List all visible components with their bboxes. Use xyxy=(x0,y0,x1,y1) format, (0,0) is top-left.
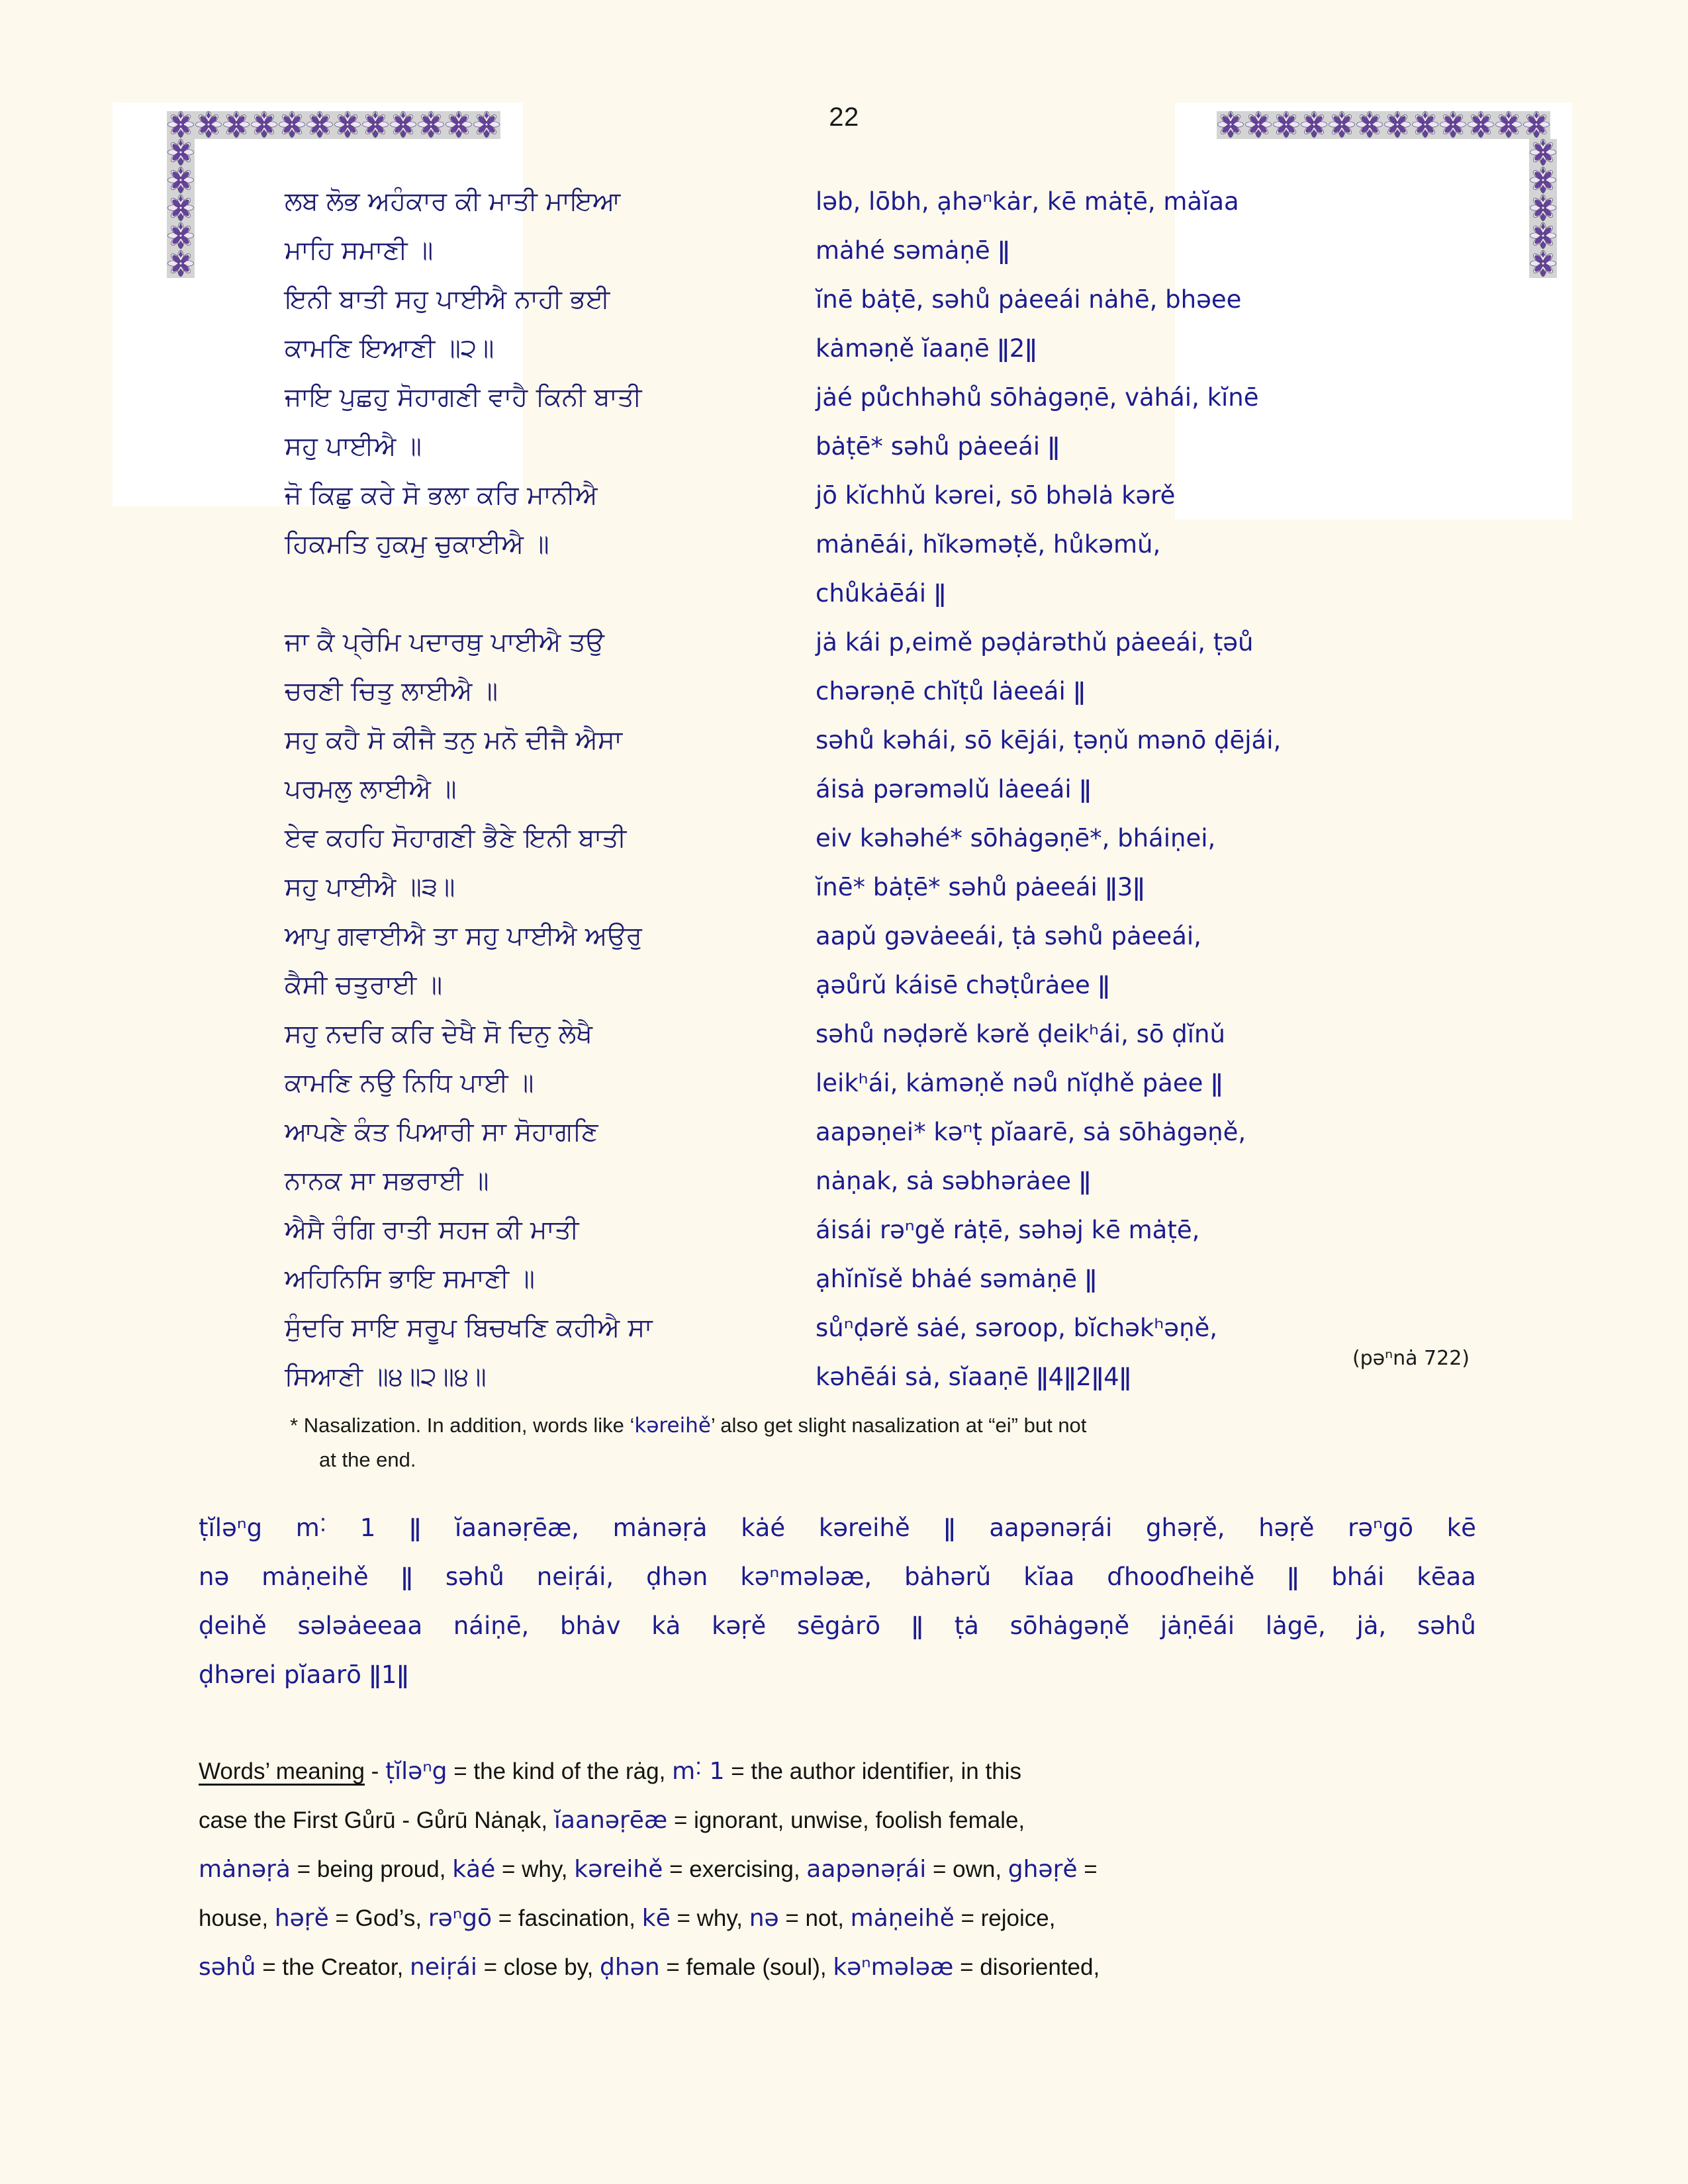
word: ḍeihě xyxy=(199,1612,267,1640)
transliteration-line: bȧṭē* səhů pȧeeái ǁ xyxy=(816,432,1060,461)
transliteration-line: kȧməṇě ĭaaṇē ǁ2ǁ xyxy=(816,334,1037,363)
words-meaning-term: ḍhən xyxy=(600,1954,660,1981)
word: jȧ, xyxy=(1356,1612,1387,1640)
gurmukhi-line: ਐਸੈ ਰੰਗਿ ਰਾਤੀ ਸਹਜ ਕੀ ਮਾਤੀ xyxy=(285,1215,579,1245)
words-meaning-term: səhů xyxy=(199,1954,256,1981)
word: kəṛě xyxy=(712,1612,767,1640)
words-meaning-line xyxy=(199,1747,1483,1796)
transliteration-line: ạəůrǔ káisē chəṭůrȧee ǁ xyxy=(816,971,1110,999)
gurmukhi-line: ਜਾ ਕੈ ਪ੍ਰੇਮਿ ਪਦਾਰਥੁ ਪਾਈਐ ਤਉ xyxy=(285,627,604,657)
gurmukhi-line: ਸਹੁ ਨਦਰਿ ਕਰਿ ਦੇਖੈ ਸੋ ਦਿਨੁ ਲੇਖੈ xyxy=(285,1019,592,1049)
flower-ornament-icon xyxy=(1529,139,1557,167)
word: bhȧv xyxy=(559,1612,621,1640)
transliteration-paragraph-line xyxy=(199,1553,1476,1602)
gurmukhi-line: ਅਹਿਨਿਸਿ ਭਾਇ ਸਮਾਣੀ ॥ xyxy=(285,1264,535,1294)
transliteration-line: mȧhé səmȧṇē ǁ xyxy=(816,236,1010,265)
words-meaning-term: aapənəṛái xyxy=(806,1856,927,1883)
word: mȧnəṛȧ xyxy=(612,1514,708,1542)
transliteration-line: áisái rəⁿgě rȧṭē, səhəj kē mȧṭē, xyxy=(816,1216,1200,1244)
words-meaning-gloss: = fascination, xyxy=(492,1905,642,1931)
word: kē xyxy=(1446,1514,1476,1542)
word: ĭaanəṛēæ, xyxy=(455,1514,579,1542)
gurmukhi-line: ਚਰਣੀ ਚਿਤੁ ਲਾਈਐ ॥ xyxy=(285,676,498,706)
transliteration-line: səhů kəhái, sō kējái, ṭəṇǔ mənō ḍējái, xyxy=(816,726,1282,754)
transliteration-line: leikʰái, kȧməṇě nəů nĭḍhě pȧee ǁ xyxy=(816,1069,1223,1097)
word: 1 xyxy=(359,1514,376,1542)
transliteration-line: aapǔ gəvȧeeái, ṭȧ səhů pȧeeái, xyxy=(816,922,1201,950)
words-meaning-term: həṛě xyxy=(274,1905,329,1932)
word: kĭaa xyxy=(1023,1563,1075,1591)
gurmukhi-line: ਸਹੁ ਕਹੈ ਸੋ ਕੀਜੈ ਤਨੁ ਮਨੋ ਦੀਜੈ ਐਸਾ xyxy=(285,725,622,755)
word: ǁ xyxy=(943,1514,956,1542)
transliteration-line: áisȧ pərəməlǔ lȧeeái ǁ xyxy=(816,775,1092,803)
word: kəⁿmələæ, xyxy=(740,1563,872,1591)
footnote xyxy=(290,1408,1429,1477)
flower-ornament-icon xyxy=(167,139,195,167)
word: ghəṛě, xyxy=(1146,1514,1225,1542)
words-meaning-term: kəⁿmələæ xyxy=(833,1954,954,1981)
words-meaning-gloss: = female (soul), xyxy=(659,1954,833,1980)
gurmukhi-line: ਕਾਮਣਿ ਇਆਣੀ ॥੨॥ xyxy=(285,334,494,363)
words-meaning-term: mȧṇeihě xyxy=(850,1905,955,1932)
words-meaning-term: kȧé xyxy=(452,1856,496,1883)
footnote-second-line: at the end. xyxy=(319,1448,416,1471)
words-meaning-gloss: = why, xyxy=(670,1905,749,1931)
word: ǁ xyxy=(1287,1563,1299,1591)
footnote-text-before: Nasalization. In addition, words like ‘ xyxy=(303,1414,635,1437)
word: ǁ xyxy=(409,1514,422,1542)
words-meaning-term: nə xyxy=(749,1905,779,1932)
words-meaning-gloss: = not, xyxy=(778,1905,851,1931)
transliteration-line: chůkȧēái ǁ xyxy=(816,579,947,608)
gurmukhi-line: ਜੋ ਕਿਛੁ ਕਰੇ ਸੋ ਭਲਾ ਕਰਿ ਮਾਨੀਐ xyxy=(285,480,598,510)
word: ḍhən xyxy=(646,1563,708,1591)
word: ṭĭləⁿg xyxy=(199,1514,263,1542)
word: ɗhooɗheihě xyxy=(1107,1563,1255,1591)
words-meaning-term: mȧnəṛȧ xyxy=(199,1856,291,1883)
words-meaning-line xyxy=(199,1845,1483,1894)
words-meaning-gloss: = ignorant, unwise, foolish female, xyxy=(667,1807,1025,1833)
words-meaning-term: ĭaanəṛēæ xyxy=(553,1807,668,1834)
transliteration-paragraph-line xyxy=(199,1504,1476,1553)
footnote-marker: * xyxy=(290,1414,299,1437)
transliteration-line: ləb, lōbh, ạhəⁿkȧr, kē mȧṭē, mȧĭaa xyxy=(816,187,1239,216)
gurmukhi-column xyxy=(285,177,748,1402)
words-meaning-gloss: = rejoice, xyxy=(954,1905,1056,1931)
scripture-columns xyxy=(0,177,1688,1392)
words-meaning-section xyxy=(199,1747,1483,1992)
word: bȧhərǔ xyxy=(904,1563,992,1591)
word: náiṇē, xyxy=(453,1612,530,1640)
gurmukhi-line: ਲਬ ਲੋਭ ਅਹੰਕਾਰ ਕੀ ਮਾਤੀ ਮਾਇਆ xyxy=(285,187,621,216)
word: kȧ xyxy=(651,1612,681,1640)
transliteration-line: ĭnē bȧṭē, səhů pȧeeái nȧhē, bhəee xyxy=(816,285,1242,314)
word: kȧé xyxy=(741,1514,786,1542)
words-meaning-gloss: = disoriented, xyxy=(953,1954,1100,1980)
words-meaning-heading: Words’ meaning xyxy=(199,1758,365,1784)
footnote-highlight-word: kəreihě xyxy=(634,1414,711,1437)
word: sələȧeeaa xyxy=(297,1612,423,1640)
word: m˸ xyxy=(295,1514,327,1542)
words-meaning-gloss: = close by, xyxy=(477,1954,600,1980)
transliteration-paragraph xyxy=(199,1504,1476,1700)
word: səhů xyxy=(445,1563,504,1591)
transliteration-line: ạhĭnĭsě bhȧé səmȧṇē ǁ xyxy=(816,1265,1098,1293)
gurmukhi-line: ਨਾਨਕ ਸਾ ਸਭਰਾਈ ॥ xyxy=(285,1166,489,1196)
gurmukhi-line: ਏਵ ਕਹਹਿ ਸੋਹਾਗਣੀ ਭੈਣੇ ਇਨੀ ਬਾਤੀ xyxy=(285,823,627,853)
word: neiṛái, xyxy=(536,1563,614,1591)
transliteration-line: eiv kəhəhé* sōhȧgəṇē*, bháiṇei, xyxy=(816,824,1216,852)
gurmukhi-line: ਆਪੁ ਗਵਾਈਐ ਤਾ ਸਹੁ ਪਾਈਐ ਅਉਰੁ xyxy=(285,921,642,951)
transliteration-paragraph-line xyxy=(199,1602,1476,1651)
footnote-text-after: ’ also get slight nasalization at “ei” but not xyxy=(710,1414,1087,1437)
word: kəreihě xyxy=(818,1514,910,1542)
words-meaning-gloss: = the Creator, xyxy=(256,1954,410,1980)
gurmukhi-line: ਕੈਸੀ ਚਤੁਰਾਈ ॥ xyxy=(285,970,443,1000)
words-meaning-gloss: = God’s, xyxy=(328,1905,428,1931)
page-number: 22 xyxy=(829,103,859,132)
words-meaning-gloss: house, xyxy=(199,1905,275,1931)
gurmukhi-line: ਕਾਮਣਿ ਨਉ ਨਿਧਿ ਪਾਈ ॥ xyxy=(285,1068,534,1098)
gurmukhi-line: ਮਾਹਿ ਸਮਾਣੀ ॥ xyxy=(285,236,434,265)
word: kēaa xyxy=(1417,1563,1476,1591)
word: nə xyxy=(199,1563,230,1591)
words-meaning-gloss: = exercising, xyxy=(663,1856,807,1882)
gurmukhi-line: ਹਿਕਮਤਿ ਹੁਕਮੁ ਚੁਕਾਈਐ ॥ xyxy=(285,529,549,559)
words-meaning-line xyxy=(199,1796,1483,1845)
word: bhái xyxy=(1331,1563,1385,1591)
word: jȧṇēái xyxy=(1160,1612,1235,1640)
words-meaning-term: rəⁿgō xyxy=(428,1905,492,1932)
words-meaning-term: kē xyxy=(641,1905,671,1932)
word: ṭȧ xyxy=(954,1612,979,1640)
gurmukhi-line: ਜਾਇ ਪੁਛਹੁ ਸੋਹਾਗਣੀ ਵਾਹੈ ਕਿਨੀ ਬਾਤੀ xyxy=(285,383,642,412)
transliteration-line: jȧé pů̇chhəhů sōhȧgəṇē, vȧhái, kĭnē xyxy=(816,383,1259,412)
gurmukhi-line: ਪਰਮਲੁ ਲਾਈਐ ॥ xyxy=(285,774,457,804)
word: həṛě xyxy=(1258,1514,1315,1542)
words-meaning-gloss: - xyxy=(364,1758,386,1784)
transliteration-line: aapəṇei* kəⁿṭ pĭaarē, sȧ sōhȧgəṇě, xyxy=(816,1118,1246,1146)
gurmukhi-line: ਆਪਣੇ ਕੰਤ ਪਿਆਰੀ ਸਾ ਸੋਹਾਗਣਿ xyxy=(285,1117,598,1147)
words-meaning-gloss: case the First Gůrū - Gůrū Nȧnạk, xyxy=(199,1807,554,1833)
word: səhů xyxy=(1417,1612,1476,1640)
gurmukhi-line: ਸਿਆਣੀ ॥੪॥੨॥੪॥ xyxy=(285,1362,487,1392)
word: lȧgē, xyxy=(1265,1612,1326,1640)
words-meaning-term: kəreihě xyxy=(574,1856,663,1883)
gurmukhi-line: ਸੁੰਦਰਿ ਸਾਇ ਸਰੂਪ ਬਿਚਖਣਿ ਕਹੀਐ ਸਾ xyxy=(285,1313,653,1343)
words-meaning-line xyxy=(199,1894,1483,1943)
words-meaning-gloss: = why, xyxy=(495,1856,575,1882)
transliteration-line: jō kĭchhǔ kərei, sō bhəlȧ kərě xyxy=(816,481,1176,510)
word: ǁ xyxy=(400,1563,413,1591)
word: rəⁿgō xyxy=(1348,1514,1413,1542)
words-meaning-term: ṭĭləⁿg xyxy=(385,1758,447,1785)
word: mȧṇeihě xyxy=(261,1563,369,1591)
transliteration-paragraph-line: ḍhərei pĭaarō ǁ1ǁ xyxy=(199,1661,409,1689)
words-meaning-line xyxy=(199,1943,1483,1992)
words-meaning-term: m˸ 1 xyxy=(672,1758,725,1785)
words-meaning-gloss: = the author identifier, in this xyxy=(724,1758,1021,1784)
words-meaning-gloss: = the kind of the rȧg, xyxy=(447,1758,673,1784)
words-meaning-gloss: = own, xyxy=(926,1856,1008,1882)
transliteration-line: nȧṇak, sȧ səbhərȧee ǁ xyxy=(816,1167,1092,1195)
transliteration-line: sůⁿḍərě sȧé, səroop, bĭchəkʰəṇě, xyxy=(816,1314,1218,1342)
gurmukhi-line: ਸਹੁ ਪਾਈਐ ॥੩॥ xyxy=(285,872,455,902)
gurmukhi-line xyxy=(285,569,748,618)
word: sōhȧgəṇě xyxy=(1009,1612,1130,1640)
gurmukhi-line: ਸਹੁ ਪਾਈਐ ॥ xyxy=(285,432,422,461)
words-meaning-gloss: = being proud, xyxy=(290,1856,453,1882)
words-meaning-term: ghəṛě xyxy=(1008,1856,1078,1883)
transliteration-line: jȧ kái p‚eimě pəḍȧrəthǔ pȧeeái, ṭəů xyxy=(816,628,1254,657)
transliteration-column xyxy=(816,177,1431,1402)
word: sēgȧrō xyxy=(796,1612,881,1640)
transliteration-line: mȧnēái, hĭkəməṭě, hůkəmǔ, xyxy=(816,530,1161,559)
transliteration-line: səhů nəḍərě kərě ḍeikʰái, sō ḍĭnǔ xyxy=(816,1020,1225,1048)
gurmukhi-line: ਇਨੀ ਬਾਤੀ ਸਹੁ ਪਾਈਐ ਨਾਹੀ ਭਈ xyxy=(285,285,610,314)
transliteration-line: ĭnē* bȧṭē* səhů pȧeeái ǁ3ǁ xyxy=(816,873,1145,901)
words-meaning-term: neiṛái xyxy=(410,1954,477,1981)
word: ǁ xyxy=(911,1612,923,1640)
words-meaning-gloss: = xyxy=(1077,1856,1098,1882)
word: aapənəṛái xyxy=(989,1514,1113,1542)
transliteration-line: chərəṇē chĭṭů lȧeeái ǁ xyxy=(816,677,1086,705)
panna-reference: (pəⁿnȧ 722) xyxy=(1352,1347,1470,1370)
transliteration-line: kəhēái sȧ, sĭaaṇē ǁ4ǁ2ǁ4ǁ xyxy=(816,1363,1131,1391)
